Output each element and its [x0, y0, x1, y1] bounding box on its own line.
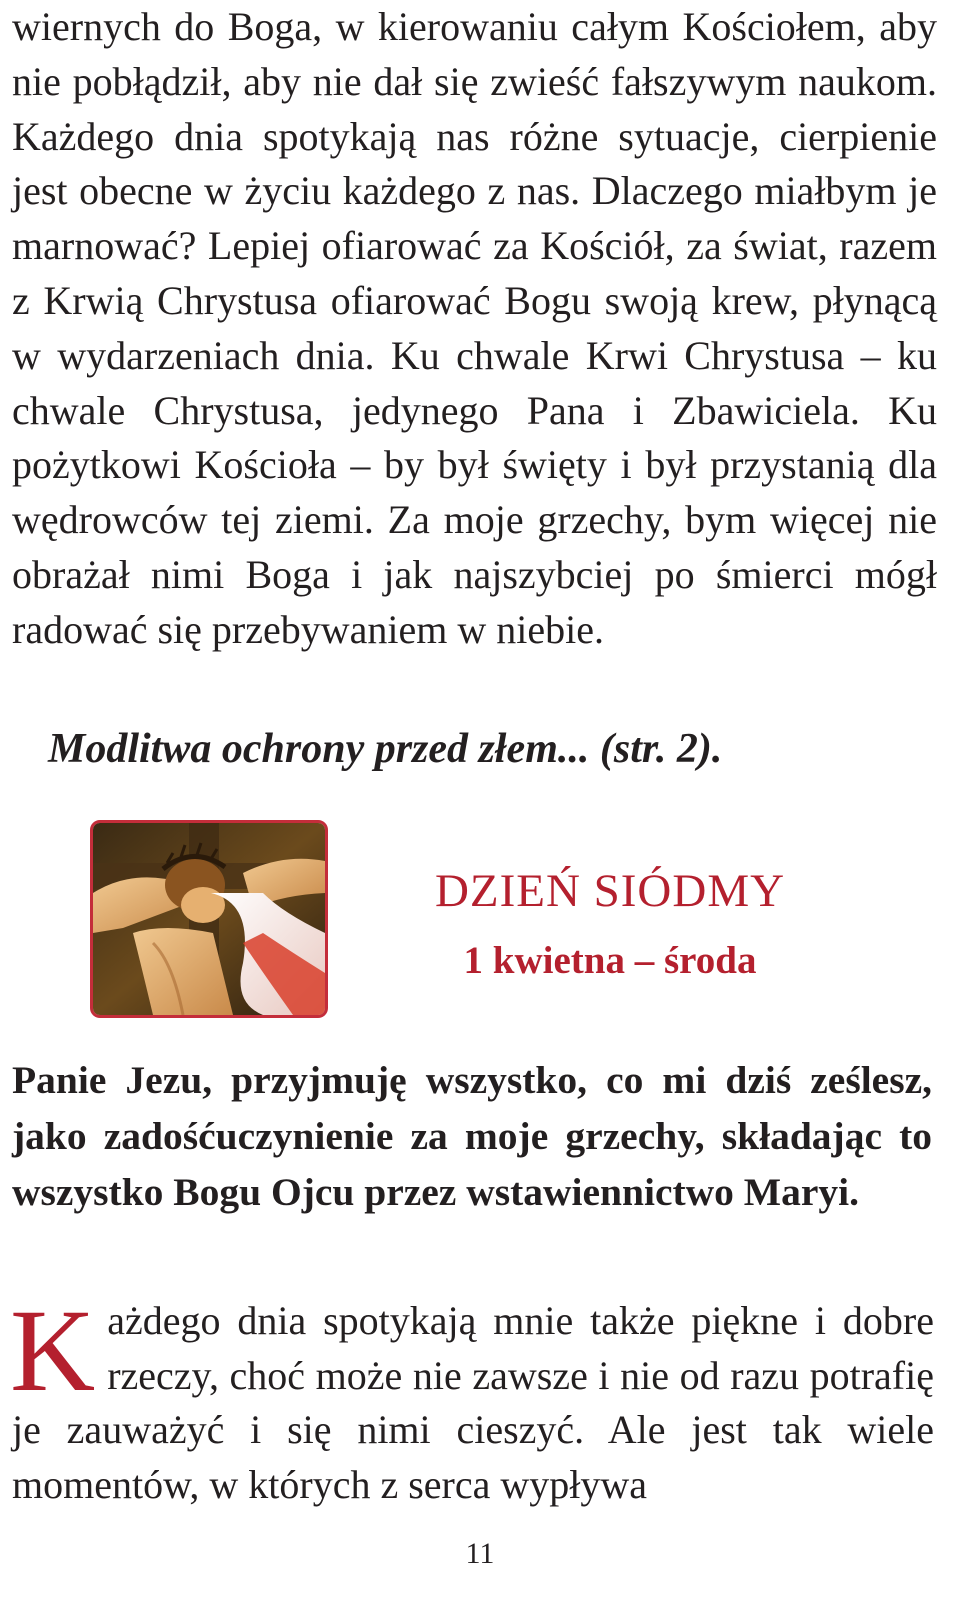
page-number: 11 — [465, 1537, 495, 1570]
prayer-reference: Modlitwa ochrony przed złem... (str. 2). — [48, 726, 723, 772]
daily-prayer-text: Panie Jezu, przyjmuję wszystko, co mi dziś ześlesz, jako zadośćuczynienie za moje grzechy, składając to wszystko Bogu Ojcu przez wstawiennictwo Maryi. — [12, 1058, 932, 1214]
day-date: 1 kwietna – środa — [463, 939, 757, 982]
crucified-jesus-painting-icon — [93, 823, 325, 1015]
day-title: DZIEŃ SIÓDMY — [434, 865, 786, 917]
meditation-paragraph — [10, 1285, 934, 1512]
crucifixion-image — [90, 820, 328, 1018]
intro-paragraph: wiernych do Boga, w kierowaniu całym Kościołem, aby nie pobłądził, aby nie dał się zwieść fałszywym naukom. Każdego dnia spotykają nas różne sytuacje, cierpienie jest obecne w życiu każdego z nas. Dlaczego miałbym je marnować? Lepiej ofiarować za Kościół, za świat, razem z Krwią Chrystusa ofiarować Bogu swoją krew, płynącą w wydarzeniach dnia. Ku chwale Krwi Chrystusa – ku chwale Chrystusa, jedynego Pana i Zbawiciela. Ku pożytkowi Kościoła – by był święty i był przystanią dla wędrowców tej ziemi. Za moje grzechy, bym więcej nie obrażał nimi Boga i jak najszybciej po śmierci mógł radować się przebywaniem w niebie. — [12, 4, 937, 652]
meditation-text: ażdego dnia spotykają mnie także piękne i dobre rzeczy, choć może nie zawsze i nie od razu potrafię je zauważyć i się nimi cieszyć. Ale jest tak wiele momentów, w których z serca wypływa — [12, 1298, 934, 1507]
daily-prayer — [12, 1052, 932, 1220]
drop-cap: K — [10, 1285, 96, 1416]
